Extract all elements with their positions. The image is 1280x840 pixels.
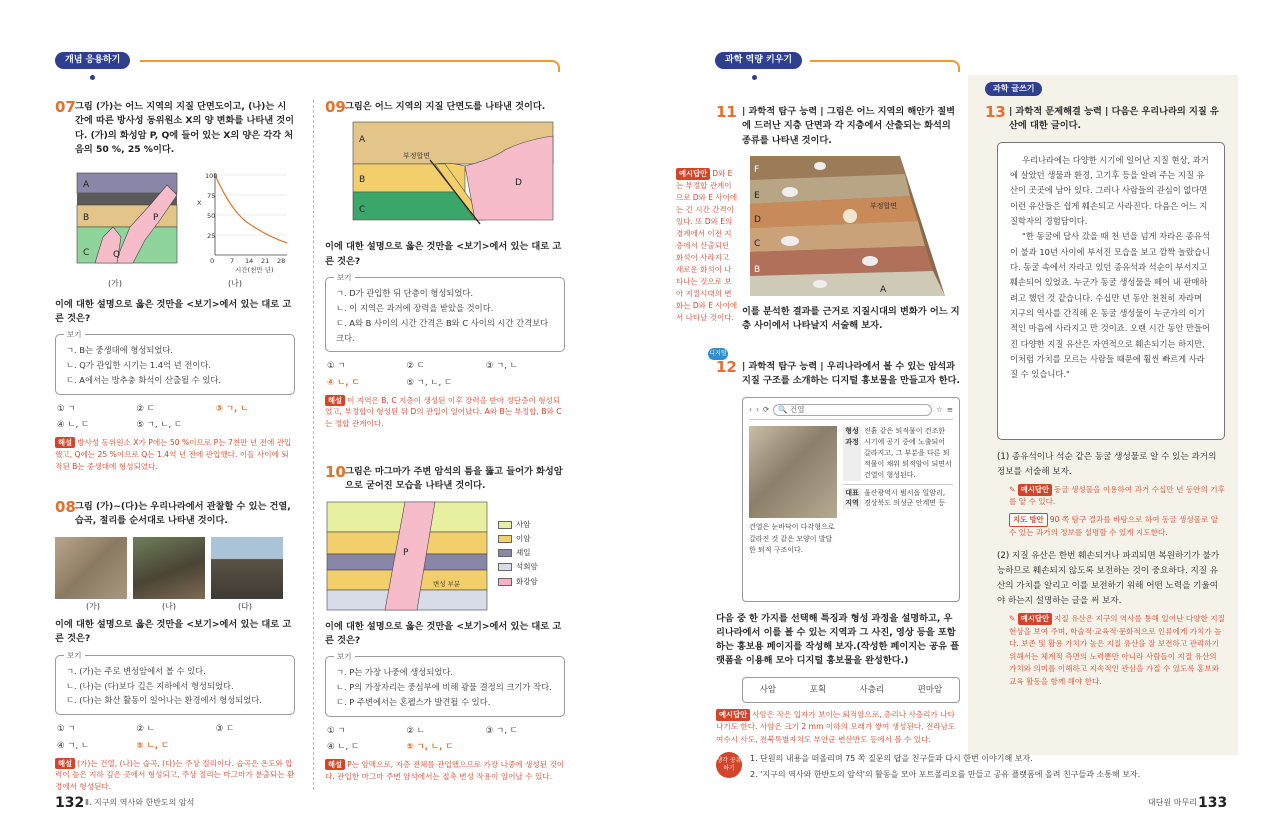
- choice[interactable]: ③ ㄱ, ㄴ: [485, 361, 518, 372]
- question-07: [55, 100, 295, 472]
- mudcrack-photo: [55, 537, 127, 599]
- explanation: [325, 395, 565, 430]
- fold-photo: [133, 537, 205, 599]
- bogi-box: [325, 652, 565, 717]
- bogi-item: ㄱ. P는 가장 나중에 생성되었다.: [336, 667, 454, 677]
- svg-text:D: D: [515, 178, 522, 189]
- explanation-text: 이 지역은 B, C 지층이 생성된 이후 장력을 받아 정단층이 형성되었고, 부정합이 형성된 뒤 D의 관입이 일어났다. A와 B는 부정합, B와 C는 정합 관계이다.: [325, 395, 562, 429]
- keyword: 포획: [809, 684, 827, 695]
- legend-item: 이암: [516, 533, 531, 543]
- question-number: 11: [716, 103, 737, 121]
- star-icon[interactable]: ☆: [935, 404, 943, 414]
- question-10: [325, 465, 565, 783]
- fig-b-label: (나): [228, 279, 242, 288]
- svg-text:A: A: [359, 135, 366, 146]
- choice[interactable]: ① ㄱ: [327, 361, 346, 372]
- svg-text:0: 0: [210, 257, 215, 265]
- keyword: 사암: [759, 684, 777, 695]
- q12-task: 다음 중 한 가지를 선택해 특징과 형성 과정을 설명하고, 우리나라에서 이를 볼 수 있는 지역과 그 사진, 영상 등을 포함하는 홍보용 페이지를 작성해 보자.(작성한 페이지는 공유 플랫폼을 이용해 모아 디지털 홍보물을 완성한다.): [716, 612, 960, 667]
- choice-correct[interactable]: ⑤ ㄴ, ㄷ: [136, 740, 170, 751]
- intrusion-label-p: P: [403, 547, 409, 558]
- back-icon[interactable]: ‹: [749, 404, 752, 414]
- answer-choices: [55, 401, 295, 433]
- question-text: | 과학적 탐구 능력 | 그림은 어느 지역의 해안가 절벽에 드러난 지층 단면과 각 지층에서 산출되는 화석의 종류를 나타낸 것이다.: [742, 106, 956, 146]
- explanation-tag: 해설: [325, 759, 345, 770]
- essay-paragraph: 우리나라에는 다양한 시기에 일어난 지질 현상, 과거에 살았던 생물과 환경, 고기후 등을 알려 주는 지질 유산이 곳곳에 남아 있다. 그러나 사람들의 관심이 없다면 이런 유산들은 쉽게 훼손되고 사라진다. 다음은 어느 지질학자의 경험담이다.: [1010, 154, 1209, 226]
- answer-tag: 예시답안: [1018, 613, 1052, 625]
- choice[interactable]: ⑤ ㄱ, ㄴ, ㄷ: [136, 420, 183, 430]
- svg-text:100: 100: [205, 172, 218, 180]
- svg-text:21: 21: [261, 257, 270, 265]
- answer-choices: [325, 723, 565, 755]
- svg-text:시간(천만 년): 시간(천만 년): [235, 266, 274, 274]
- svg-text:7: 7: [230, 257, 235, 265]
- svg-text:25: 25: [207, 232, 216, 240]
- q10-figure: [325, 500, 565, 612]
- bogi-item: ㄷ. (다)는 화산 활동이 일어나는 환경에서 형성되었다.: [66, 695, 262, 706]
- question-text: 그림은 마그마가 주변 암석의 틈을 뚫고 들어가 화성암으로 굳어진 모습을 나타낸 것이다.: [345, 466, 563, 492]
- answer-tag: 예시답안: [716, 709, 750, 721]
- answer-text: 지질 유산은 지구의 역사를 통해 일어난 다양한 지질 현상을 보여 주며, 학술적·교육적·문화적으로 인류에게 가치가 높다. 보존 및 활용 가치가 높은 지질 유산을 잘 보전하고 관리하기 위해서는 체계적 측면의 노력뿐만 아니라 사람들이 지질 유산의 가치와 의미를 이해하고 지속적인 관심을 가질 수 있도록 홍보와 교육 활동을 함께 해야 한다.: [1009, 614, 1225, 686]
- keyword: 편마암: [917, 684, 943, 695]
- explanation: [55, 437, 295, 472]
- question-number: 09: [325, 98, 346, 116]
- choice[interactable]: ② ㄷ: [136, 403, 155, 414]
- photo-label: (나): [162, 601, 176, 611]
- promo-left: [749, 426, 837, 556]
- explanation-tag: 해설: [325, 395, 345, 406]
- row-head: 대표 지역: [843, 488, 861, 510]
- legend: [498, 500, 538, 612]
- tab-dot-right: [752, 75, 757, 80]
- question-number: 08: [55, 498, 76, 516]
- svg-text:X: X: [197, 199, 202, 207]
- question-13: [985, 105, 1225, 688]
- answer-text: 사암은 작은 입자가 보이는 퇴적암으로, 층리나 사층리가 나타나기도 한다. 사암은 크기 2 mm 이하의 모래가 쌓여 생성된다. 전라남도 여수시 사도, 전북특별자치도 부안군 변산반도 등에서 볼 수 있다.: [716, 709, 956, 744]
- explanation-tag: 해설: [55, 437, 75, 448]
- tab-rule-left: [140, 60, 560, 72]
- refresh-icon[interactable]: ⟳: [763, 404, 770, 414]
- bogi-box: [325, 272, 565, 353]
- section-tab-left: 개념 응용하기: [55, 52, 130, 69]
- choice[interactable]: ① ㄱ: [57, 724, 76, 735]
- question-prompt: 이에 대한 설명으로 옳은 것만을 <보기>에서 있는 대로 고른 것은?: [325, 241, 562, 267]
- question-number: 13: [985, 103, 1006, 121]
- choice-correct[interactable]: ④ ㄴ, ㄷ: [327, 377, 360, 388]
- section-tab-right: 과학 역량 키우기: [715, 52, 802, 69]
- question-text: | 과학적 문제해결 능력 | 다음은 우리나라의 지질 유산에 대한 글이다.: [1009, 106, 1219, 132]
- explanation-text: (가)는 건열, (나)는 습곡, (다)는 주상 절리이다. 습곡은 온도와 압력이 높은 지하 깊은 곳에서 형성되고, 주상 절리는 마그마가 분출되는 환경에서 형성된다.: [55, 758, 295, 792]
- browser-bar: [749, 404, 953, 421]
- choice-correct[interactable]: ⑤ ㄱ, ㄴ, ㄷ: [406, 741, 454, 752]
- question-text: 그림은 어느 지역의 지질 단면도를 나타낸 것이다.: [345, 101, 546, 112]
- bogi-item: ㄴ. 이 지역은 과거에 장력을 받았을 것이다.: [336, 302, 494, 313]
- svg-text:50: 50: [207, 212, 216, 220]
- choice[interactable]: ③ ㄷ: [215, 724, 235, 735]
- pencil-icon: ✎: [1009, 614, 1016, 624]
- q09-cross-section: [325, 120, 565, 230]
- explanation: [325, 759, 565, 783]
- share-line-1: 1. 단원의 내용을 떠올리며 75 쪽 질문의 답을 친구들과 다시 한번 이야기해 보자.: [750, 754, 1033, 763]
- answer-choices: [55, 721, 295, 753]
- explanation: [55, 758, 295, 793]
- q07-cross-section: [55, 165, 295, 280]
- address-bar[interactable]: 🔍 건열: [773, 404, 932, 417]
- pencil-icon: ✎: [1009, 484, 1016, 494]
- writing-tag: 과학 글쓰기: [985, 82, 1042, 96]
- photo-label: (가): [86, 601, 100, 611]
- svg-text:B: B: [359, 175, 366, 186]
- photo-label: (다): [238, 601, 252, 611]
- share-thoughts-badge: 생각 공유하기: [716, 752, 742, 778]
- q11-figure: [750, 156, 961, 301]
- svg-text:28: 28: [277, 257, 286, 265]
- cliff-strata-diagram: [750, 156, 945, 296]
- bogi-tag: 보기: [64, 328, 85, 342]
- bogi-tag: 보기: [334, 650, 355, 664]
- forward-icon[interactable]: ›: [756, 404, 759, 414]
- svg-text:14: 14: [245, 257, 254, 265]
- question-12: [709, 350, 961, 746]
- fig-a-label: (가): [108, 279, 122, 288]
- bogi-item: ㄴ. (나)는 (다)보다 깊은 지하에서 형성되었다.: [66, 680, 234, 691]
- question-text: | 과학적 탐구 능력 | 우리나라에서 볼 수 있는 암석과 지질 구조를 소개하는 디지털 홍보물을 만들고자 한다.: [742, 361, 960, 387]
- explanation-tag: 해설: [55, 758, 75, 769]
- promo-table: [843, 426, 953, 556]
- guide-tag: 지도 방안: [1009, 513, 1048, 527]
- sub1-guide: [1009, 513, 1225, 540]
- q12-answer: [716, 709, 961, 747]
- question-number: 07: [55, 98, 76, 116]
- question-number: 12: [716, 358, 737, 376]
- page-number-right: 133: [1198, 795, 1228, 811]
- answer-choices: [325, 358, 565, 390]
- svg-text:E: E: [754, 190, 760, 201]
- q11-task: 이를 분석한 결과를 근거로 지질시대의 변화가 어느 지층 사이에서 나타날지 서술해 보자.: [742, 305, 960, 332]
- bogi-box: [55, 330, 295, 395]
- essay-box: [997, 142, 1225, 440]
- answer-tag: 예시답안: [676, 168, 710, 180]
- tab-rule-right: [810, 60, 960, 72]
- sub1-answer: [1009, 484, 1225, 509]
- legend-item: 셰일: [516, 548, 531, 557]
- legend-item: 사암: [516, 519, 531, 529]
- question-11: [716, 105, 961, 333]
- bogi-tag: 보기: [64, 649, 85, 663]
- svg-text:부정합면: 부정합면: [403, 152, 431, 161]
- question-08: [55, 500, 295, 793]
- bogi-item: ㄷ. P 주변에서는 혼펠스가 발견될 수 있다.: [336, 696, 491, 707]
- bogi-item: ㄷ. A에서는 방추충 화석이 산출될 수 있다.: [66, 374, 222, 385]
- question-number: 10: [325, 463, 346, 481]
- svg-text:부정합면: 부정합면: [870, 201, 898, 210]
- footer-right: 대단원 마무리: [1148, 798, 1197, 807]
- q09-figure: [325, 120, 565, 230]
- bogi-item: ㄱ. B는 중생대에 형성되었다.: [66, 345, 174, 356]
- svg-text:Q: Q: [113, 250, 121, 260]
- share-line-2: 2. '지구의 역사와 한반도의 암석'의 활동을 모아 포트폴리오를 만들고 공유 플랫폼에 올려 친구들과 소통해 보자.: [750, 770, 1141, 779]
- mudcrack-photo: [749, 426, 837, 518]
- bogi-item: ㄴ. P의 가장자리는 중심부에 비해 광물 결정의 크기가 작다.: [336, 681, 552, 692]
- photo-row: [55, 537, 295, 599]
- choice[interactable]: ① ㄱ: [57, 403, 76, 414]
- bogi-item: ㄷ. A와 B 사이의 시간 간격은 B와 C 사이의 시간 간격보다 크다.: [336, 317, 549, 343]
- choice[interactable]: ④ ㄱ, ㄴ: [57, 740, 90, 751]
- sub2-answer: [1009, 613, 1225, 688]
- choice[interactable]: ⑤ ㄱ, ㄴ, ㄷ: [406, 377, 453, 388]
- choice[interactable]: ① ㄱ: [327, 725, 346, 736]
- bogi-item: ㄴ. Q가 관입한 시기는 1.4억 년 전이다.: [66, 360, 212, 371]
- legend-item: 화강암: [516, 576, 538, 586]
- guide-text: 90 쪽 탐구 결과를 바탕으로 하여 동굴 생성물로 알 수 있는 과거의 정보를 설명할 수 있게 지도한다.: [1009, 514, 1219, 537]
- choice[interactable]: ② ㄴ: [136, 724, 155, 735]
- bogi-item: ㄱ. D가 관입한 뒤 단층이 형성되었다.: [336, 287, 474, 298]
- choice[interactable]: ④ ㄴ, ㄷ: [57, 420, 90, 430]
- legend-item: 석회암: [516, 562, 538, 572]
- q07-figure: [55, 165, 295, 280]
- bogi-tag: 보기: [334, 271, 355, 285]
- choice[interactable]: ② ㄷ: [406, 361, 425, 372]
- svg-text:C: C: [754, 238, 761, 249]
- svg-text:F: F: [754, 164, 760, 175]
- question-text: 그림 (가)~(다)는 우리나라에서 관찰할 수 있는 건열, 습곡, 절리를 순서대로 나타낸 것이다.: [75, 501, 291, 527]
- question-prompt: 이에 대한 설명으로 옳은 것만을 <보기>에서 있는 대로 고른 것은?: [55, 619, 292, 645]
- digital-badge: 디지털: [708, 348, 728, 360]
- tab-dot-left: [90, 75, 95, 80]
- digital-promo-mockup: [742, 397, 960, 602]
- bogi-item: ㄱ. (가)는 주로 변성암에서 볼 수 있다.: [66, 665, 206, 676]
- answer-text: 동굴 생성물을 이용하여 과거 수십만 년 동안의 기후를 알 수 있다.: [1009, 484, 1225, 507]
- promo-content: [749, 426, 953, 556]
- choice[interactable]: ② ㄴ: [406, 725, 425, 736]
- choice[interactable]: ④ ㄴ, ㄷ: [327, 741, 360, 752]
- row-body: 진흙 같은 퇴적물이 건조한 시기에 공기 중에 노출되어 갈라지고, 그 부분을 다른 퇴적물이 채워 퇴적암이 되면서 건열이 형성된다.: [864, 427, 952, 479]
- sub-question-2: (2) 지질 유산은 한번 훼손되거나 파괴되면 복원하기가 불가능하므로 훼손되지 않도록 보전하는 것이 중요하다. 지질 유산의 가치를 알리고 이를 보전하기 위해 어떤 노력을 기울여야 하는지 설명하는 글을 써 보자.: [997, 551, 1220, 607]
- sub-question-1: (1) 종유석이나 석순 같은 동굴 생성물로 알 수 있는 과거의 정보를 서술해 보자.: [997, 451, 1217, 477]
- promo-caption: 건열은 눈바닥이 다각형으로 갈라진 것 같은 모양이 발달한 퇴적 구조이다.: [749, 523, 835, 554]
- essay-paragraph: "한 동굴에 답사 갔을 때 천 년을 넘게 자라온 종유석이 불과 10년 사이에 부서진 모습을 보고 깜짝 놀랐습니다. 동굴 속에서 자라고 있던 종유석과 석순이 부서지고 훼손되어 있었죠. 누군가 동굴 생성물을 떼어 내 판매하려고 했던 것 같습니다. 수십만 년 동안 천천히 자라며 지구의 역사를 간직해 온 동굴 생성물이 누군가의 이기적인 마음에 사라지고 만 것이죠. 오랜 시간 동안 만들어진 다양한 지질 유산은 자연적으로 훼손되기는 하지만, 이처럼 가치를 모르는 사람들 때문에 훨씬 빠르게 사라질 수 있습니다.": [1010, 231, 1211, 380]
- svg-text:B: B: [83, 213, 90, 223]
- page-number-left: 132: [55, 795, 85, 811]
- column-divider-left: [313, 100, 314, 790]
- svg-text:C: C: [83, 248, 90, 258]
- q11-side-answer: [676, 168, 738, 324]
- question-prompt: 이에 대한 설명으로 옳은 것만을 <보기>에서 있는 대로 고른 것은?: [325, 620, 562, 646]
- explanation-text: P는 암맥으로, 지층 전체를 관입했으므로 가장 나중에 생성된 것이다. 관입한 마그마 주변 암석에서는 접촉 변성 작용이 일어날 수 있다.: [325, 760, 565, 781]
- menu-icon[interactable]: ≡: [946, 404, 953, 414]
- svg-text:A: A: [83, 180, 90, 190]
- keyword: 사층리: [859, 684, 885, 695]
- choice[interactable]: ③ ㄱ, ㄷ: [485, 725, 518, 736]
- row-head: 형성 과정: [843, 426, 861, 480]
- metamorphic-zone-label: 변성 부분: [433, 579, 461, 588]
- footer-left: Ⅱ. 지구의 역사와 한반도의 암석: [85, 798, 195, 807]
- svg-text:A: A: [880, 284, 887, 295]
- svg-text:C: C: [359, 205, 366, 216]
- question-prompt: 이에 대한 설명으로 옳은 것만을 <보기>에서 있는 대로 고른 것은?: [55, 298, 292, 324]
- question-09: [325, 100, 565, 430]
- q10-intrusion-diagram: [325, 500, 490, 612]
- svg-text:B: B: [754, 264, 761, 275]
- answer-text: D와 E는 부정합 관계이므로 D와 E 사이에는 긴 시간 간격이 있다. 또 D와 E의 경계에서 이전 지층에서 산출되던 화석이 사라지고 새로운 화석이 나타나는 것으로 보아 지질시대의 변화는 D와 E 사이에서 나타날 것이다.: [676, 169, 738, 322]
- bogi-box: [55, 650, 295, 716]
- svg-text:D: D: [754, 214, 761, 225]
- svg-text:P: P: [153, 213, 159, 223]
- svg-text:75: 75: [207, 192, 216, 200]
- question-text: 그림 (가)는 어느 지역의 지질 단면도이고, (나)는 시간에 따른 방사성 동위원소 X의 양 변화를 나타낸 것이다. (가)의 화성암 P, Q에 들어 있는 X의 양은 각각 처음의 50 %, 25 %이다.: [75, 101, 295, 155]
- choice-correct[interactable]: ③ ㄱ, ㄴ: [215, 403, 249, 414]
- explanation-text: 방사성 동위원소 X가 P에는 50 %이므로 P는 7천만 년 전에 관입했고, Q에는 25 %이므로 Q는 1.4억 년 전에 관입했다. 이들 사이에 퇴적된 B는 중생대에 형성되었다.: [55, 438, 292, 471]
- answer-tag: 예시답안: [1018, 484, 1052, 496]
- row-body: 울산광역시 범서읍 일암리, 경상북도 의성군 안계면 등: [864, 488, 946, 508]
- keyword-box: [742, 677, 960, 703]
- columnar-joint-photo: [211, 537, 283, 599]
